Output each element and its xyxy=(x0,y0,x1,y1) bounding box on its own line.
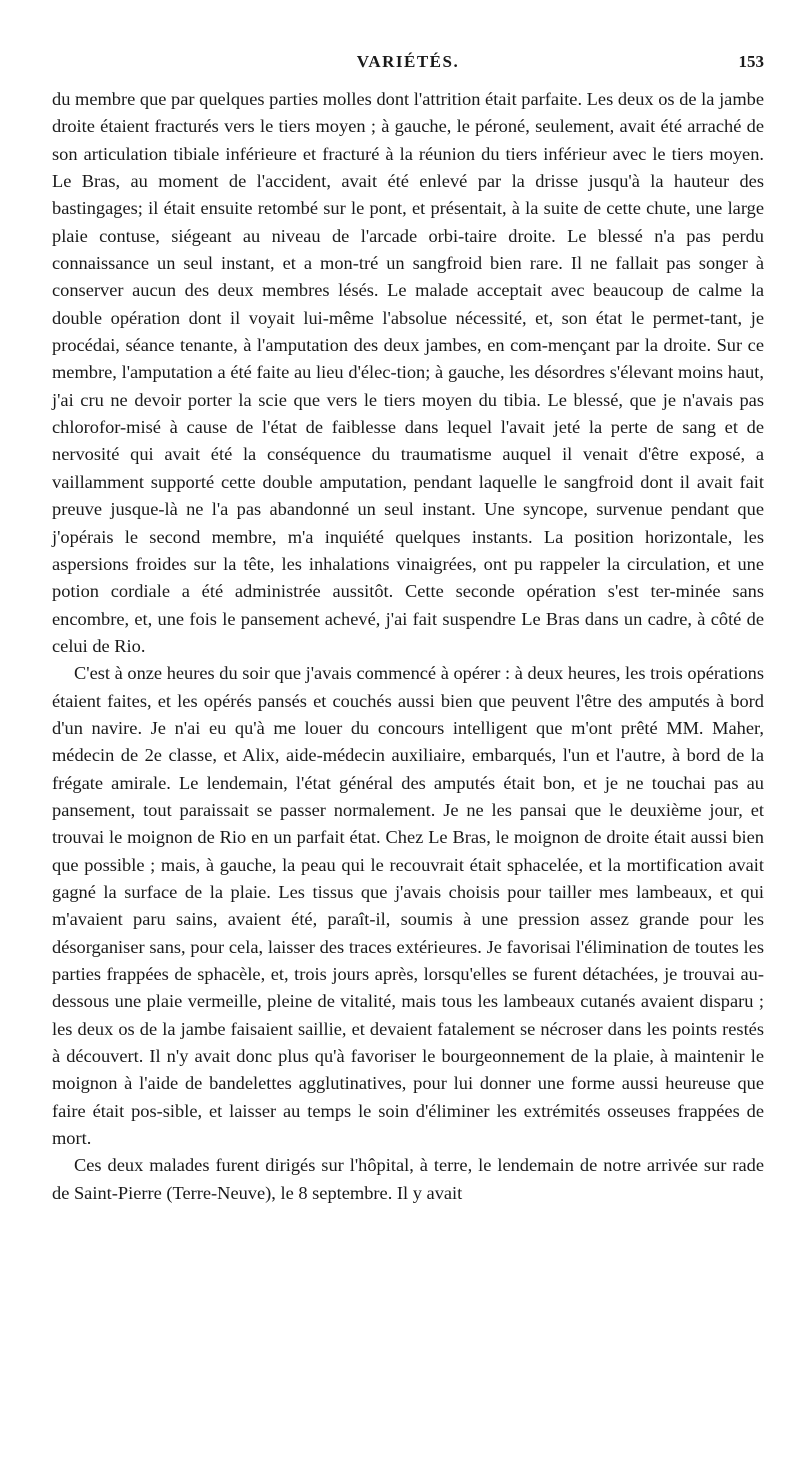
document-page xyxy=(52,52,764,1207)
paragraph: du membre que par quelques parties molles dont l'attrition était parfaite. Les deux os de la jambe droite étaient fracturés vers le tiers moyen ; à gauche, le péroné, seulement, avait été arraché de son articulation tibiale inférieure et fracturé à la réunion du tiers inférieur avec le tiers moyen. Le Bras, au moment de l'accident, avait été enlevé par la drisse jusqu'à la hauteur des bastingages; il était ensuite retombé sur le pont, et présentait, à la suite de cette chute, une large plaie contuse, siégeant au niveau de l'arcade orbi-taire droite. Le blessé n'a pas perdu connaissance un seul instant, et a mon-tré un sangfroid bien rare. Il ne fallait pas songer à conserver aucun des deux membres lésés. Le malade acceptait avec beaucoup de calme la double opération dont il voyait lui-même l'absolue nécessité, et, son état le permet-tant, je procédai, séance tenante, à l'amputation des deux jambes, en com-mençant par la droite. Sur ce membre, l'amputation a été faite au lieu d'élec-tion; à gauche, les désordres s'élevant moins haut, j'ai cru ne devoir porter la scie que vers le tiers moyen du tibia. Le blessé, que je n'avais pas chlorofor-misé à cause de l'état de faiblesse dans lequel l'avait jeté la perte de sang et de nervosité qui avait été la conséquence du traumatisme auquel il venait d'être exposé, a vaillamment supporté cette double amputation, pendant laquelle le sangfroid dont il avait fait preuve jusque-là ne l'a pas abandonné un seul instant. Une syncope, survenue pendant que j'opérais le second membre, m'a inquiété quelques instants. La position horizontale, les aspersions froides sur la tête, les inhalations vinaigrées, ont pu rappeler la circulation, et une potion cordiale a été administrée aussitôt. Cette seconde opération s'est ter-minée sans encombre, et, une fois le pansement achevé, j'ai fait suspendre Le Bras dans un cadre, à côté de celui de Rio. xyxy=(52,89,764,656)
body-text xyxy=(52,86,764,1207)
paragraph: C'est à onze heures du soir que j'avais commencé à opérer : à deux heures, les trois opérations étaient faites, et les opérés pansés et couchés aussi bien que peuvent l'être des amputés à bord d'un navire. Je n'ai eu qu'à me louer du concours intelligent que m'ont prêté MM. Maher, médecin de 2e classe, et Alix, aide-médecin auxiliaire, embarqués, l'un et l'autre, à bord de la frégate amirale. Le lendemain, l'état général des amputés était bon, et je ne touchai pas au pansement, tout paraissait se passer normalement. Je ne les pansai que le deuxième jour, et trouvai le moignon de Rio en un parfait état. Chez Le Bras, le moignon de droite était aussi bien que possible ; mais, à gauche, la peau qui le recouvrait était sphacelée, et la mortification avait gagné la surface de la plaie. Les tissus que j'avais choisis pour tailler mes lambeaux, et qui m'avaient paru sains, avaient été, paraît-il, soumis à une pression assez grande pour les désorganiser sans, pour cela, laisser des traces extérieures. Je favorisai l'élimination de toutes les parties frappées de sphacèle, et, trois jours après, lorsqu'elles se furent détachées, je trouvai au-dessous une plaie vermeille, pleine de vitalité, mais tous les lambeaux cutanés avaient disparu ; les deux os de la jambe faisaient saillie, et devaient fatalement se nécroser dans les points restés à découvert. Il n'y avait donc plus qu'à favoriser le bourgeonnement de la plaie, à maintenir le moignon à l'aide de bandelettes agglutinatives, pour lui donner une forme aussi heureuse que faire était pos-sible, et laisser au temps le soin d'éliminer les extrémités osseuses frappées de mort. xyxy=(52,663,764,1149)
running-header xyxy=(52,52,764,82)
paragraph: Ces deux malades furent dirigés sur l'hôpital, à terre, le lendemain de notre arrivée sur rade de Saint-Pierre (Terre-Neuve), le 8 septembre. Il y avait xyxy=(52,1155,764,1203)
page-number: 153 xyxy=(738,52,764,71)
running-title: VARIÉTÉS. xyxy=(356,52,460,71)
